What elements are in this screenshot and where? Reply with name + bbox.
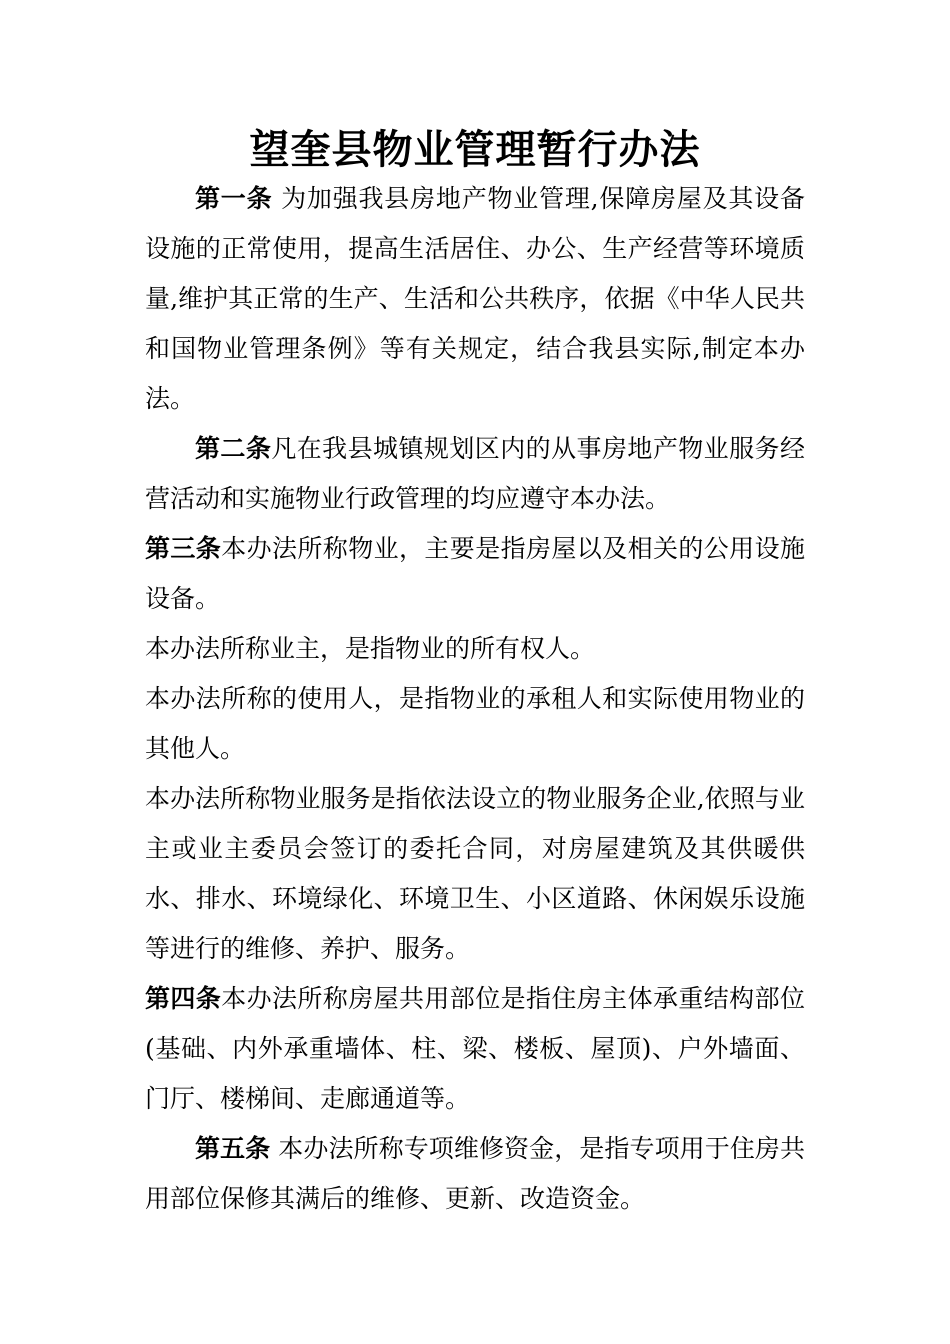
article-4-text: 本办法所称房屋共用部位是指住房主体承重结构部位(基础、内外承重墙体、柱、梁、楼板、屋顶)、户外墙面、门厅、楼梯间、走廊通道等。 bbox=[145, 984, 805, 1113]
article-3-text: 本办法所称物业，主要是指房屋以及相关的公用设施设备。 bbox=[145, 534, 805, 613]
article-4-label: 第四条 bbox=[145, 984, 222, 1013]
article-3-label: 第三条 bbox=[145, 534, 222, 563]
definition-user: 本办法所称的使用人，是指物业的承租人和实际使用物业的其他人。 bbox=[145, 684, 805, 763]
article-3 bbox=[145, 524, 805, 624]
article-5 bbox=[145, 1124, 805, 1224]
article-1-text: 为加强我县房地产物业管理,保障房屋及其设备设施的正常使用，提高生活居住、办公、生产经营等环境质量,维护其正常的生产、生活和公共秩序，依据《中华人民共和国物业管理条例》等有关规定，结合我县实际,制定本办法。 bbox=[145, 184, 805, 413]
document-body bbox=[145, 174, 805, 1224]
article-2 bbox=[145, 424, 805, 524]
article-5-text: 本办法所称专项维修资金，是指专项用于住房共用部位保修其满后的维修、更新、改造资金。 bbox=[145, 1134, 805, 1213]
article-1 bbox=[145, 174, 805, 424]
article-1-label: 第一条 bbox=[195, 184, 273, 213]
article-2-label: 第二条 bbox=[195, 434, 272, 463]
article-2-text: 凡在我县城镇规划区内的从事房地产物业服务经营活动和实施物业行政管理的均应遵守本办法。 bbox=[145, 434, 805, 513]
article-5-label: 第五条 bbox=[195, 1134, 271, 1163]
definition-owner: 本办法所称业主，是指物业的所有权人。 bbox=[145, 634, 596, 663]
article-4 bbox=[145, 974, 805, 1124]
document-title: 望奎县物业管理暂行办法 bbox=[249, 127, 701, 173]
definition-property-service: 本办法所称物业服务是指依法设立的物业服务企业,依照与业主或业主委员会签订的委托合同，对房屋建筑及其供暖供水、排水、环境绿化、环境卫生、小区道路、休闲娱乐设施等进行的维修、养护、服务。 bbox=[145, 784, 805, 963]
